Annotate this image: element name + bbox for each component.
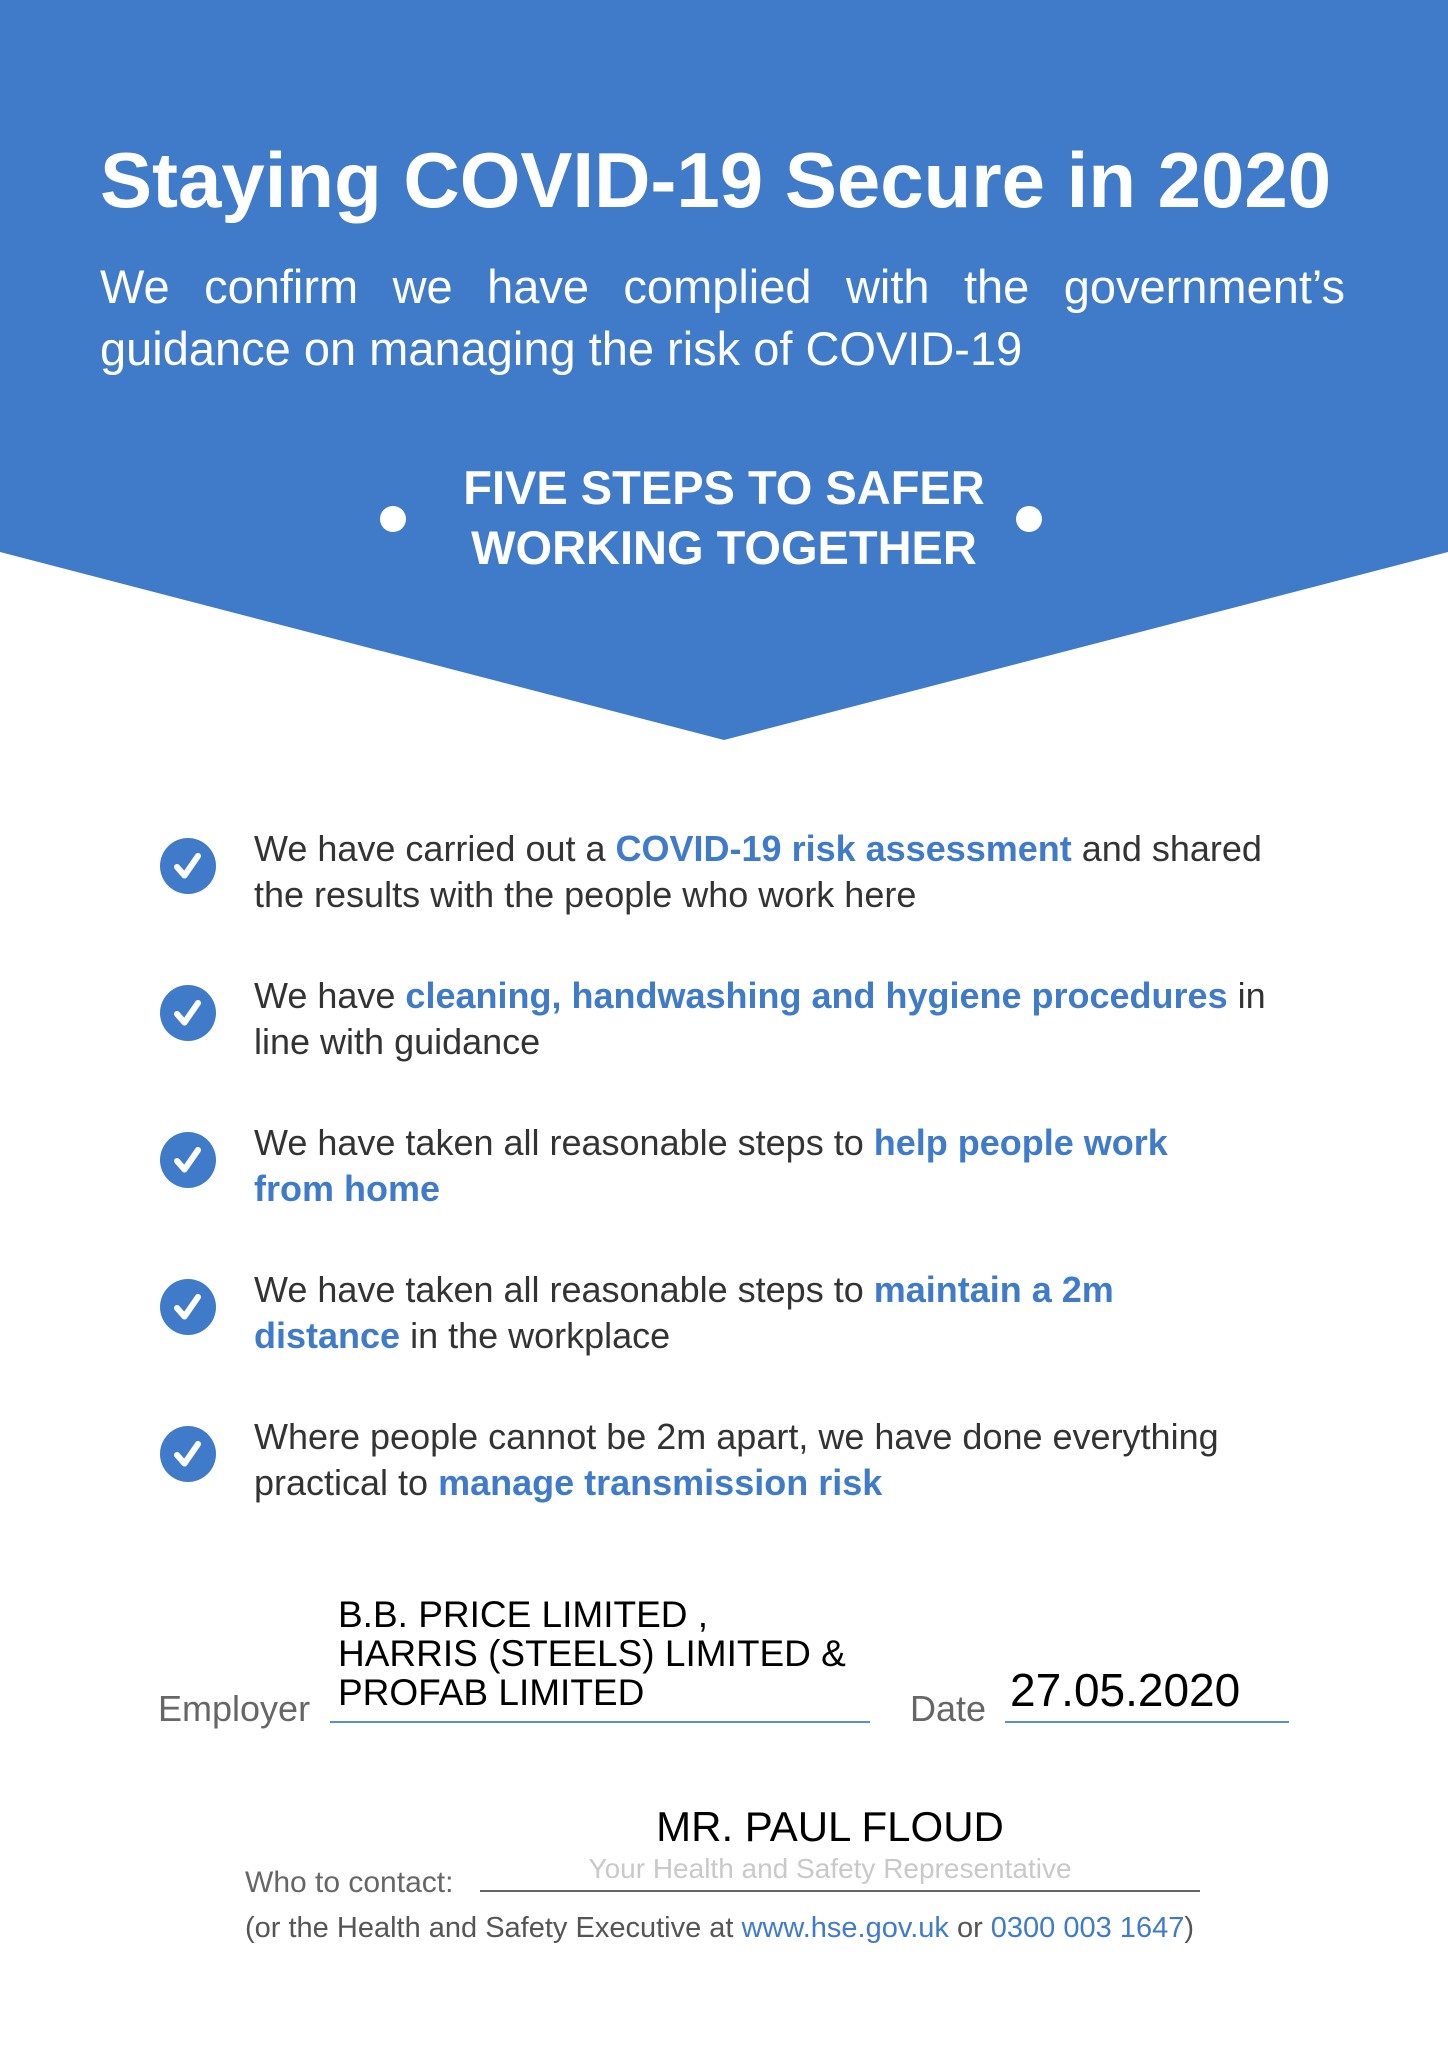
checklist-highlight: manage transmission risk bbox=[438, 1462, 883, 1503]
footer-middle: or bbox=[948, 1912, 991, 1944]
hse-website-link[interactable]: www.hse.gov.uk bbox=[741, 1912, 949, 1944]
footer-prefix: (or the Health and Safety Executive at bbox=[245, 1912, 742, 1944]
page-title: Staying COVID-19 Secure in 2020 bbox=[100, 136, 1332, 224]
contact-underline bbox=[480, 1890, 1200, 1892]
checklist-highlight: COVID-19 risk assessment bbox=[615, 828, 1072, 869]
checklist-text-before: We have carried out a bbox=[254, 828, 616, 869]
check-icon bbox=[160, 1426, 216, 1482]
check-icon bbox=[160, 985, 216, 1041]
checklist-text-before: Where people cannot be 2m apart, we have done everything practical to bbox=[254, 1416, 1219, 1503]
employer-value: B.B. PRICE LIMITED , HARRIS (STEELS) LIMITED & PROFAB LIMITED bbox=[338, 1594, 846, 1713]
footer-note bbox=[245, 1908, 1395, 1948]
checklist-text-after: in the workplace bbox=[400, 1315, 671, 1356]
date-label: Date bbox=[910, 1688, 987, 1729]
date-underline bbox=[1005, 1721, 1289, 1723]
checklist-item-hygiene bbox=[158, 973, 1308, 1073]
bullet-dot-right bbox=[1016, 506, 1042, 532]
checklist-text-before: We have taken all reasonable steps to bbox=[254, 1122, 874, 1163]
checklist-item-transmission-risk bbox=[158, 1414, 1308, 1514]
checklist-highlight: help people work from home bbox=[254, 1122, 1168, 1209]
date-value: 27.05.2020 bbox=[1010, 1664, 1241, 1716]
contact-label: Who to contact: bbox=[245, 1866, 454, 1899]
checklist-text bbox=[254, 1414, 1304, 1506]
checklist-text bbox=[254, 1120, 1254, 1212]
checklist-item-distance bbox=[158, 1267, 1308, 1367]
footer-suffix: ) bbox=[1184, 1912, 1194, 1944]
steps-heading-line-1: FIVE STEPS TO SAFER bbox=[463, 461, 985, 514]
contact-name: MR. PAUL FLOUD bbox=[656, 1803, 1004, 1850]
checklist-highlight: cleaning, handwashing and hygiene procedures bbox=[405, 975, 1228, 1016]
employer-underline bbox=[330, 1721, 870, 1723]
checklist-text-after: in line with guidance bbox=[254, 975, 1266, 1062]
checklist-item-risk-assessment bbox=[158, 826, 1308, 926]
check-icon bbox=[160, 1132, 216, 1188]
checklist-text bbox=[254, 973, 1304, 1065]
checklist-text bbox=[254, 1267, 1254, 1359]
page-subtitle: We confirm we have complied with the government’s guidance on managing the risk of COVID-19 bbox=[100, 260, 1345, 375]
checklist-highlight: maintain a 2m distance bbox=[254, 1269, 1114, 1356]
checklist-text-before: We have taken all reasonable steps to bbox=[254, 1269, 874, 1310]
checklist-text-before: We have bbox=[254, 975, 406, 1016]
hse-phone-link[interactable]: 0300 003 1647 bbox=[990, 1912, 1185, 1944]
steps-heading bbox=[380, 458, 1068, 578]
steps-heading-line-2: WORKING TOGETHER bbox=[471, 521, 977, 574]
checklist-text bbox=[254, 826, 1304, 918]
checklist-text-after: and shared the results with the people who work here bbox=[254, 828, 1262, 915]
check-icon bbox=[160, 838, 216, 894]
checklist-item-work-from-home bbox=[158, 1120, 1308, 1220]
check-icon bbox=[160, 1279, 216, 1335]
employer-label: Employer bbox=[158, 1688, 311, 1729]
contact-caption: Your Health and Safety Representative bbox=[588, 1853, 1072, 1884]
